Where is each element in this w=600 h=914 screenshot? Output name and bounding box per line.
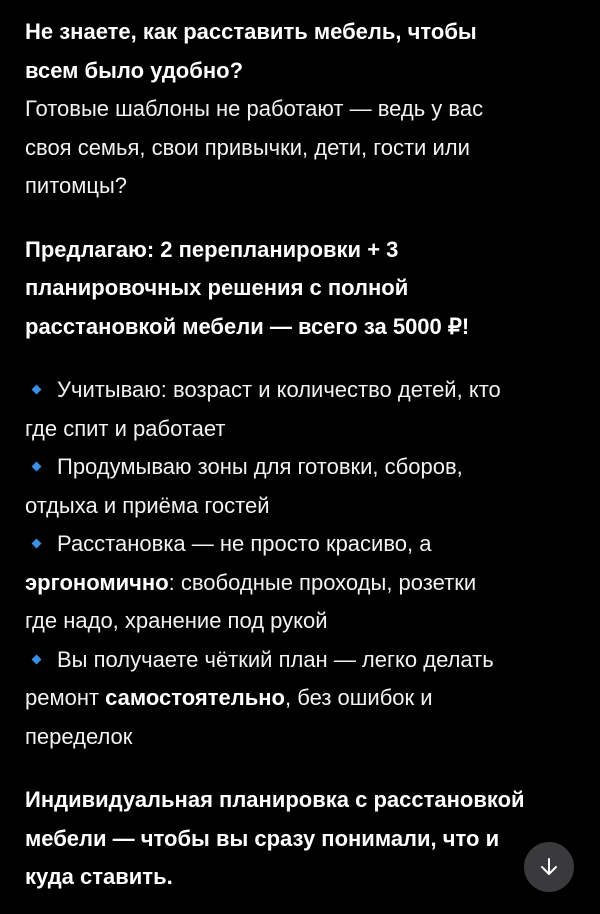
bold-text: планировочных решения с полной xyxy=(25,275,409,300)
text-line xyxy=(25,564,600,603)
text: ремонт xyxy=(25,685,106,710)
bold-text: самостоятельно xyxy=(105,685,285,710)
text: отдыха и приёма гостей xyxy=(25,492,270,518)
text: своя семья, свои привычки, дети, гости или xyxy=(25,134,470,160)
text-line xyxy=(25,90,600,129)
text: питомцы? xyxy=(25,173,128,198)
bold-text: всем было удобно? xyxy=(25,57,244,83)
text-line xyxy=(25,129,600,168)
text: Расстановка — не просто красиво, а xyxy=(57,531,432,556)
text-line xyxy=(25,820,600,859)
bullet-diamond-icon xyxy=(32,462,42,472)
text: Вы получаете чёткий план — легко делать xyxy=(57,646,494,672)
bold-text: Не знаете, как расставить мебель, чтобы xyxy=(25,19,477,44)
scroll-down-button[interactable] xyxy=(524,842,574,892)
text-line xyxy=(25,718,600,757)
bold-text: Индивидуальная планировка с расстановкой xyxy=(25,787,525,812)
text: переделок xyxy=(25,723,133,749)
text-line xyxy=(25,371,600,410)
paragraph xyxy=(25,781,600,897)
text-line xyxy=(25,13,600,52)
bold-text: эргономично xyxy=(25,569,169,595)
bold-text: Предлагаю: 2 перепланировки + 3 xyxy=(25,236,399,262)
text: где надо, хранение под рукой xyxy=(25,608,328,633)
bold-text: расстановкой мебели — всего за 5000 ₽! xyxy=(25,313,470,339)
text: , без ошибок и xyxy=(285,685,433,710)
bullet-diamond-icon xyxy=(32,385,42,395)
bold-text: куда ставить. xyxy=(25,864,173,889)
text-line xyxy=(25,858,600,897)
text-line xyxy=(25,269,600,308)
text-line xyxy=(25,448,600,487)
text: Продумываю зоны для готовки, сборов, xyxy=(57,454,463,479)
bullet-diamond-icon xyxy=(32,539,42,549)
bold-text: мебели — чтобы вы сразу понимали, что и xyxy=(25,825,500,851)
text: : свободные проходы, розетки xyxy=(168,569,477,595)
paragraph xyxy=(25,371,600,756)
text-line xyxy=(25,308,600,347)
text: Готовые шаблоны не работают — ведь у вас xyxy=(25,96,484,121)
text-line xyxy=(25,641,600,680)
text-line xyxy=(25,410,600,449)
paragraph xyxy=(25,231,600,347)
text: Учитываю: возраст и количество детей, кто xyxy=(57,377,501,402)
text-line xyxy=(25,525,600,564)
text-line xyxy=(25,602,600,641)
bullet-diamond-icon xyxy=(32,654,42,664)
paragraph xyxy=(25,13,600,206)
text-line xyxy=(25,679,600,718)
text-line xyxy=(25,781,600,820)
text-line xyxy=(25,52,600,91)
text-line xyxy=(25,231,600,270)
text: где спит и работает xyxy=(25,415,226,441)
arrow-down-icon xyxy=(538,856,560,878)
text-line xyxy=(25,487,600,526)
text-line xyxy=(25,167,600,206)
